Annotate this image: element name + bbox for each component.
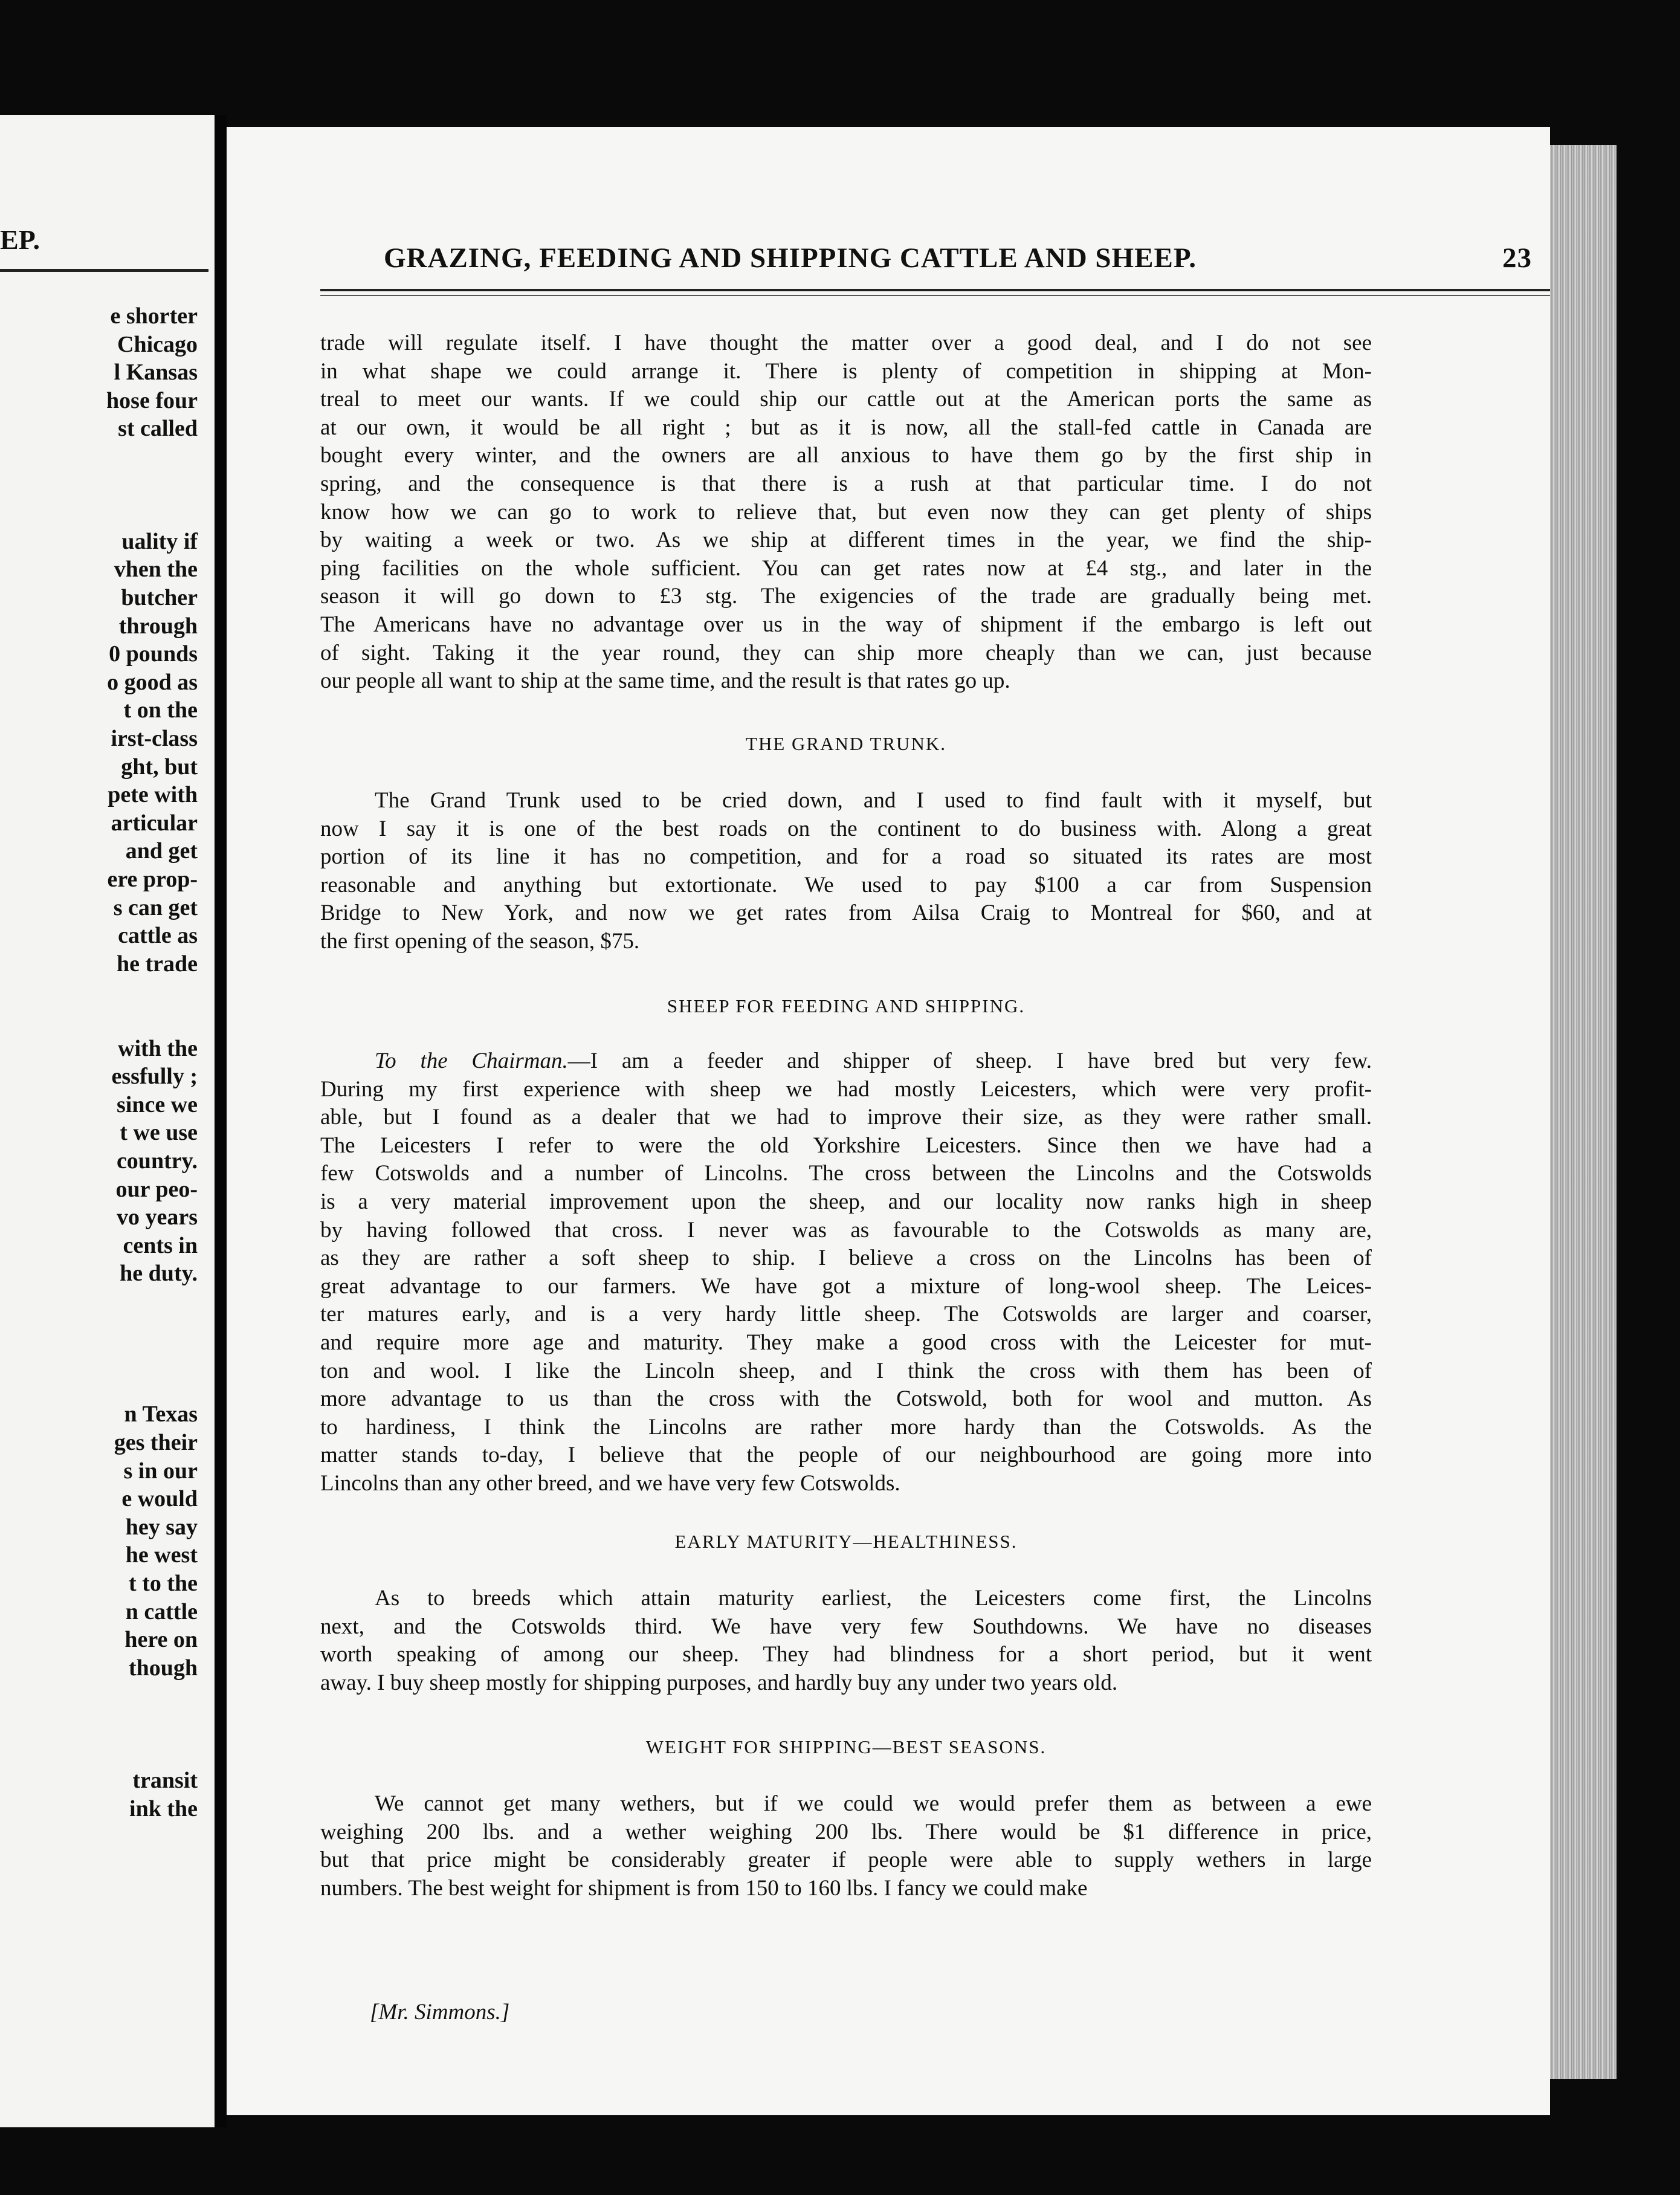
text-line: spring, and the consequence is that there is a rush at that particular time. I do not [320, 471, 1372, 496]
left-page-line: he trade [116, 951, 198, 977]
left-page-line: vo years [116, 1204, 198, 1230]
text-line: The Americans have no advantage over us in the way of shipment if the embargo is left out [320, 612, 1372, 637]
left-page-line: e would [121, 1486, 198, 1512]
left-page-line: he west [125, 1542, 198, 1568]
text-line: the first opening of the season, $75. [320, 928, 640, 954]
text-line: know how we can go to work to relieve that, but even now they can get plenty of ships [320, 499, 1372, 525]
left-page-line: butcher [121, 585, 198, 610]
text-line: at our own, it would be all right ; but as it is now, all the stall-fed cattle in Canada are [320, 415, 1372, 440]
left-page-line: uality if [121, 528, 198, 554]
left-page-line: with the [118, 1035, 198, 1061]
text-line: more advantage to us than the cross with the Cotswold, both for wool and mutton. As [320, 1386, 1372, 1412]
main-page [227, 127, 1550, 2115]
left-page-line: hey say [125, 1514, 198, 1540]
left-page-line: s in our [123, 1458, 198, 1484]
speaker-attribution: [Mr. Simmons.] [370, 2000, 510, 2025]
left-page-line: t on the [123, 697, 198, 723]
header-rule-thin [320, 295, 1550, 296]
section-title-weight: WEIGHT FOR SHIPPING—BEST SEASONS. [645, 1736, 1047, 1757]
text-line: great advantage to our farmers. We have got a mixture of long-wool sheep. The Leices- [320, 1273, 1372, 1299]
left-page-line: e shorter [110, 303, 198, 329]
text-line: trade will regulate itself. I have thought the matter over a good deal, and I do not see [320, 331, 1372, 355]
left-page-line: country. [116, 1148, 198, 1174]
left-page-line: transit [132, 1768, 198, 1794]
paragraph-4 [320, 1585, 1372, 1697]
left-page-line: vhen the [114, 557, 198, 583]
page-number: 23 [1502, 242, 1532, 274]
paragraph-2 [320, 787, 1372, 956]
left-page-heading: EP. [0, 224, 40, 255]
left-page-line: and get [125, 838, 198, 864]
left-page-line: t we use [120, 1120, 198, 1146]
text-line: ping facilities on the whole sufficient. You can get rates now at £4 stg., and later in the [320, 555, 1372, 581]
text-line: now I say it is one of the best roads on the continent to do business with. Along a great [320, 816, 1372, 841]
text-line: season it will go down to £3 stg. The exigencies of the trade are gradually being met. [320, 584, 1372, 609]
left-page-line: n cattle [125, 1599, 198, 1624]
left-page-line: t to the [129, 1571, 198, 1596]
left-page-line: o good as [107, 669, 198, 695]
left-page-line: hose four [106, 387, 198, 413]
left-page-line: he duty. [120, 1261, 198, 1287]
header-rule [320, 289, 1550, 291]
section-title-grand-trunk: THE GRAND TRUNK. [746, 733, 946, 754]
left-page-line: 0 pounds [109, 641, 198, 667]
paragraph-5 [320, 1790, 1372, 1902]
left-page-line: ink the [129, 1796, 198, 1822]
paragraph-3-first-line [320, 1047, 1372, 1076]
text-line: in what shape we could arrange it. There is plenty of competition in shipping at Mon- [320, 358, 1372, 384]
left-page-line: our peo- [115, 1176, 198, 1202]
text-line: bought every winter, and the owners are all anxious to have them go by the first ship in [320, 443, 1372, 468]
running-head-title: GRAZING, FEEDING AND SHIPPING CATTLE AND SHEEP. [384, 242, 1197, 274]
left-page-line: cents in [123, 1232, 198, 1258]
left-page-line: though [128, 1655, 198, 1681]
left-page-line: st called [118, 416, 198, 442]
text-line: and require more age and maturity. They make a good cross with the Leicester for mut- [320, 1330, 1372, 1355]
left-page-line: ges their [114, 1430, 198, 1455]
text-line: is a very material improvement upon the sheep, and our locality now ranks high in sheep [320, 1189, 1372, 1214]
left-page-line: l Kansas [114, 360, 198, 386]
left-page-line: ere prop- [107, 867, 198, 892]
text-line: able, but I found as a dealer that we had to improve their size, as they were rather small. [320, 1105, 1372, 1130]
text-line: by having followed that cross. I never was as favourable to the Cotswolds as many are, [320, 1217, 1372, 1243]
text-line: numbers. The best weight for shipment is from 150 to 160 lbs. I fancy we could make [320, 1875, 1088, 1901]
left-facing-page [0, 115, 215, 2127]
text-line: weighing 200 lbs. and a wether weighing 200 lbs. There would be $1 difference in price, [320, 1819, 1372, 1844]
text-line: next, and the Cotswolds third. We have very few Southdowns. We have no diseases [320, 1614, 1372, 1639]
page-edges [1550, 145, 1617, 2079]
left-page-line: cattle as [118, 923, 198, 949]
text-line: worth speaking of among our sheep. They had blindness for a short period, but it went [320, 1642, 1372, 1667]
left-page-line: pete with [108, 782, 198, 808]
text-line: As to breeds which attain maturity earliest, the Leicesters come first, the Lincolns [375, 1586, 1372, 1611]
left-page-line: irst-class [111, 726, 198, 751]
left-page-line: here on [124, 1627, 198, 1653]
paragraph-1 [320, 329, 1372, 696]
text-line: portion of its line it has no competition, and for a road so situated its rates are most [320, 844, 1372, 870]
left-page-line: s can get [113, 894, 198, 920]
text-line: as they are rather a soft sheep to ship. I believe a cross on the Lincolns has been of [320, 1246, 1372, 1271]
left-page-line: since we [116, 1091, 198, 1117]
left-page-line: ght, but [121, 754, 198, 780]
left-page-line: through [118, 613, 198, 639]
text-line: Lincolns than any other breed, and we have very few Cotswolds. [320, 1470, 900, 1496]
text-line: but that price might be considerably greater if people were able to supply wethers in large [320, 1847, 1372, 1873]
book-gutter [215, 115, 227, 2127]
text-line: During my first experience with sheep we had mostly Leicesters, which were very profit- [320, 1076, 1372, 1102]
paragraph-3-lines [320, 1076, 1372, 1498]
text-line: by waiting a week or two. As we ship at different times in the year, we find the ship- [320, 528, 1372, 553]
paragraph-3-first-rest: —I am a feeder and shipper of sheep. I have bred but very few. [567, 1049, 1372, 1073]
text-line: reasonable and anything but extortionate. We used to pay $100 a car from Suspension [320, 872, 1372, 897]
text-line: We cannot get many wethers, but if we could we would prefer them as between a ewe [375, 1791, 1372, 1816]
text-line: our people all want to ship at the same time, and the result is that rates go up. [320, 668, 1010, 694]
text-line: treal to meet our wants. If we could ship our cattle out at the American ports the same as [320, 387, 1372, 412]
text-line: The Grand Trunk used to be cried down, and I used to find fault with it myself, but [375, 788, 1372, 813]
text-line: ter matures early, and is a very hardy little sheep. The Cotswolds are larger and coarser, [320, 1302, 1372, 1327]
running-head [384, 242, 1532, 278]
left-page-line: n Texas [124, 1401, 198, 1427]
text-line: matter stands to-day, I believe that the people of our neighbourhood are going more into [320, 1443, 1372, 1468]
text-line: of sight. Taking it the year round, they can ship more cheaply than we can, just because [320, 640, 1372, 665]
left-page-line: essfully ; [111, 1064, 198, 1090]
text-line: few Cotswolds and a number of Lincolns. The cross between the Lincolns and the Cotswolds [320, 1161, 1372, 1186]
left-page-line: Chicago [117, 331, 198, 357]
text-line: Bridge to New York, and now we get rates from Ailsa Craig to Montreal for $60, and at [320, 900, 1372, 926]
paragraph-3 [320, 1047, 1372, 1498]
section-title-sheep: SHEEP FOR FEEDING AND SHIPPING. [667, 995, 1026, 1017]
left-page-line: articular [111, 810, 198, 836]
text-line: to hardiness, I think the Lincolns are rather more hardy than the Cotswolds. As the [320, 1414, 1372, 1440]
text-line: away. I buy sheep mostly for shipping purposes, and hardly buy any under two years old. [320, 1670, 1118, 1695]
text-line: ton and wool. I like the Lincoln sheep, and I think the cross with them has been of [320, 1358, 1372, 1383]
section-title-early-maturity: EARLY MATURITY—HEALTHINESS. [674, 1531, 1018, 1552]
text-line: The Leicesters I refer to were the old Yorkshire Leicesters. Since then we have had a [320, 1133, 1372, 1158]
left-page-rule [0, 269, 208, 272]
chairman-lead: To the Chairman. [375, 1049, 568, 1073]
